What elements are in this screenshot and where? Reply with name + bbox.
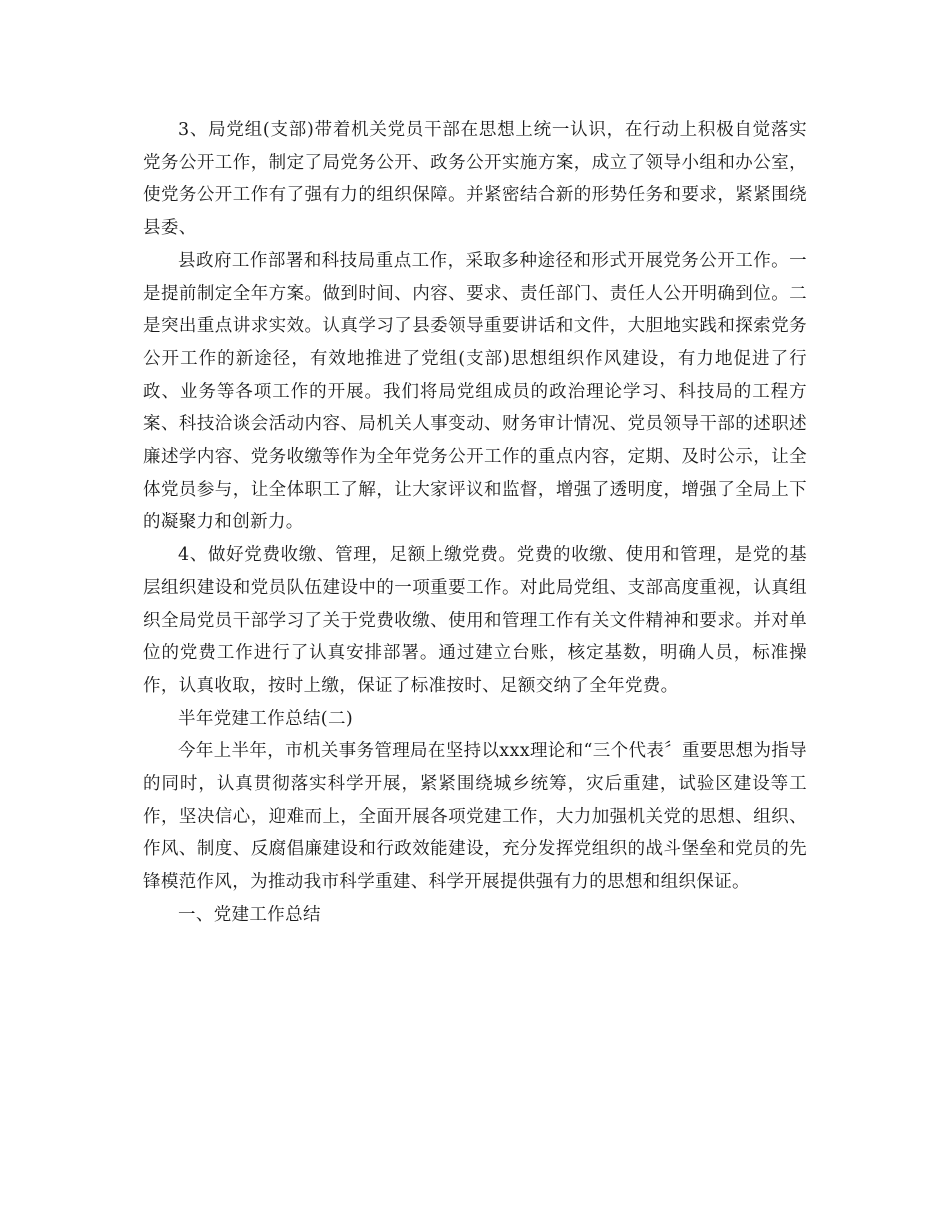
paragraph-county-work-deployment: 县政府工作部署和科技局重点工作，采取多种途径和形式开展党务公开工作。一是提前制定全年方案。做到时间、内容、要求、责任部门、责任人公开明确到位。二是突出重点讲求实效。认真学习了县委领导重要讲话和文件，大胆地实践和探索党务公开工作的新途径，有效地推进了党组(支部)思想组织作风建设，有力地促进了行政、业务等各项工作的开展。我们将局党组成员的政治理论学习、科技局的工程方案、科技洽谈会活动内容、局机关人事变动、财务审计情况、党员领导干部的述职述廉述学内容、党务收缴等作为全年党务公开工作的重点内容，定期、及时公示，让全体党员参与，让全体职工了解，让大家评议和监督，增强了透明度，增强了全局上下的凝聚力和创新力。 <box>143 250 807 533</box>
paragraph-party-dues: 4、做好党费收缴、管理，足额上缴党费。党费的收缴、使用和管理，是党的基层组织建设和党员队伍建设中的一项重要工作。对此局党组、支部高度重视，认真组织全局党员干部学习了关于党费收缴、使用和管理工作有关文件精神和要求。并对单位的党费工作进行了认真安排部署。通过建立台账，核定基数，明确人员，标准操作，认真收取，按时上缴，保证了标准按时、足额交纳了全年党费。 <box>143 545 807 696</box>
paragraph-first-half-year-overview: 今年上半年，市机关事务管理局在坚持以xxx理论和“三个代表〞重要思想为指导的同时，认真贯彻落实科学开展，紧紧围绕城乡统筹，灾后重建，试验区建设等工作，坚决信心，迎难而上，全面开展各项党建工作，大力加强机关党的思想、组织、作风、制度、反腐倡廉建设和行政效能建设，充分发挥党组织的战斗堡垒和党员的先锋模范作风，为推动我市科学重建、科学开展提供强有力的思想和组织保证。 <box>143 741 808 893</box>
section-heading-party-building-summary: 一、党建工作总结 <box>178 904 321 925</box>
section-title-half-year-summary-2: 半年党建工作总结(二) <box>178 708 354 729</box>
paragraph-party-affairs-disclosure: 3、局党组(支部)带着机关党员干部在思想上统一认识，在行动上积极自觉落实党务公开工作，制定了局党务公开、政务公开实施方案，成立了领导小组和办公室，使党务公开工作有了强有力的组织保障。并紧密结合新的形势任务和要求，紧紧围绕县委、 <box>143 120 807 239</box>
document-body <box>143 114 807 932</box>
